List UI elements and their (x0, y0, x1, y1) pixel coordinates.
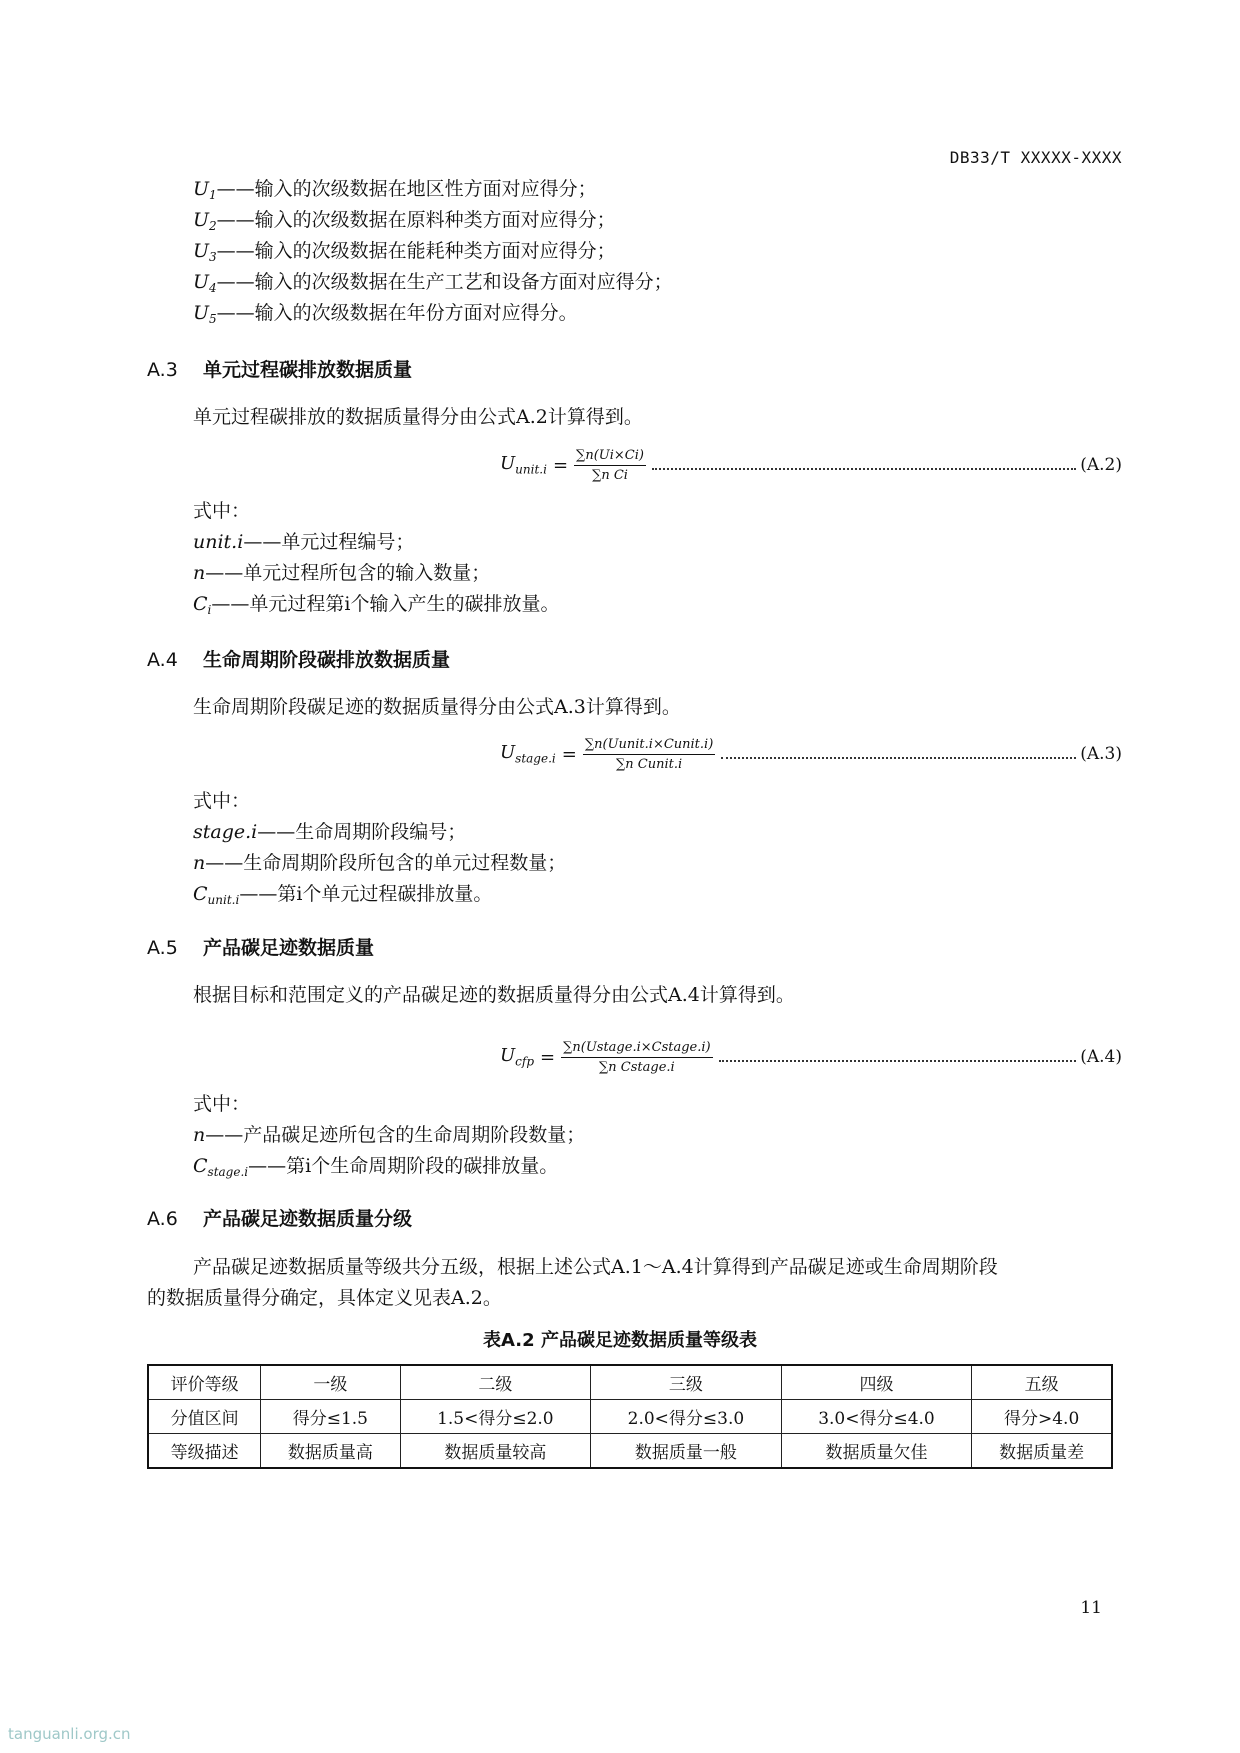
table-cell: 1.5<得分≤2.0 (400, 1400, 591, 1434)
table-row (148, 1400, 1112, 1434)
table-cell: 五级 (972, 1365, 1112, 1400)
u5-definition: $U_5——$输入的次级数据在年份方面对应得分。 (193, 302, 578, 326)
def-c-stage-i: $C_{stage.i}——$第i个生命周期阶段的碳排放量。 (193, 1155, 559, 1179)
standard-code: DB33/T XXXXX-XXXX (949, 148, 1122, 167)
table-cell: 数据质量较高 (400, 1434, 591, 1469)
table-cell: 数据质量一般 (591, 1434, 782, 1469)
table-cell: 等级描述 (148, 1434, 261, 1469)
section-a5-heading: A.5 产品碳足迹数据质量 (147, 937, 375, 959)
site-watermark: tanguanli.org.cn (8, 1725, 131, 1743)
table-cell: 数据质量高 (261, 1434, 400, 1469)
formula-a2-denominator: ∑n Ci (592, 467, 628, 483)
table-cell: 数据质量欠佳 (781, 1434, 972, 1469)
def-stage-i: stage.i——生命周期阶段编号； (193, 821, 467, 843)
table-cell: 一级 (261, 1365, 400, 1400)
formula-a2-numerator: ∑n(Ui×Ci) (574, 448, 646, 466)
def-ci: $C_i——$单元过程第i个输入产生的碳排放量。 (193, 593, 560, 617)
def-c-unit-i: $C_{unit.i}——$第i个单元过程碳排放量。 (193, 883, 493, 907)
section-a3-heading: A.3 单元过程碳排放数据质量 (147, 359, 413, 381)
section-a4-where: 式中： (193, 790, 251, 812)
table-row (148, 1365, 1112, 1400)
formula-a3: $U_{stage.i}$ = $\frac{\text{∑n(Uunit.i×Cunit.i)}}{\text{∑n Cunit.i}}$ (A.3) (500, 736, 1122, 772)
def-unit-i: unit.i——单元过程编号； (193, 531, 415, 553)
formula-a4-numerator: ∑n(Ustage.i×Cstage.i) (561, 1040, 713, 1058)
section-a6-paragraph-line2: 的数据质量得分确定，具体定义见表A.2。 (147, 1287, 502, 1309)
def-n-units: n——生命周期阶段所包含的单元过程数量； (193, 852, 567, 874)
formula-a3-denominator: ∑n Cunit.i (615, 756, 683, 772)
table-cell: 二级 (400, 1365, 591, 1400)
section-a5-intro: 根据目标和范围定义的产品碳足迹的数据质量得分由公式A.4计算得到。 (193, 984, 795, 1006)
formula-a4-label: (A.4) (1080, 1047, 1122, 1067)
section-a6-paragraph-line1: 产品碳足迹数据质量等级共分五级，根据上述公式A.1～A.4计算得到产品碳足迹或生命周期阶段 (193, 1256, 998, 1278)
formula-a2: $U_{unit.i}$ = $\frac{\sum n(Ui\times Ci)}{\text{∑n Ci}}$ (A.2) (500, 447, 1122, 483)
formula-a3-numerator: ∑n(Uunit.i×Cunit.i) (583, 737, 715, 755)
section-a5-where: 式中： (193, 1093, 251, 1115)
section-a6-heading: A.6 产品碳足迹数据质量分级 (147, 1208, 413, 1230)
formula-a4: $U_{cfp}$ = $\frac{\text{∑n(Ustage.i×Cstage.i)}}{\text{∑n Cstage.i}}$ (A.4) (500, 1039, 1122, 1075)
section-a4-heading: A.4 生命周期阶段碳排放数据质量 (147, 649, 451, 671)
table-cell: 得分≤1.5 (261, 1400, 400, 1434)
section-a3-where: 式中： (193, 500, 251, 522)
formula-a3-label: (A.3) (1080, 744, 1122, 764)
def-n-stages: n——产品碳足迹所包含的生命周期阶段数量； (193, 1124, 586, 1146)
table-cell: 分值区间 (148, 1400, 261, 1434)
u4-definition: $U_4——$输入的次级数据在生产工艺和设备方面对应得分； (193, 271, 673, 295)
table-cell: 3.0<得分≤4.0 (781, 1400, 972, 1434)
table-cell: 数据质量差 (972, 1434, 1112, 1469)
u1-definition: $U_1——$输入的次级数据在地区性方面对应得分； (193, 178, 597, 202)
page-number: 11 (1080, 1598, 1102, 1618)
formula-a2-label: (A.2) (1080, 455, 1122, 475)
data-quality-grade-table (147, 1364, 1113, 1469)
def-n-inputs: n——单元过程所包含的输入数量； (193, 562, 491, 584)
section-a4-intro: 生命周期阶段碳足迹的数据质量得分由公式A.3计算得到。 (193, 696, 681, 718)
table-cell: 2.0<得分≤3.0 (591, 1400, 782, 1434)
table-caption: 表A.2 产品碳足迹数据质量等级表 (483, 1330, 757, 1351)
table-row (148, 1434, 1112, 1469)
section-a3-intro: 单元过程碳排放的数据质量得分由公式A.2计算得到。 (193, 406, 643, 428)
u3-definition: $U_3——$输入的次级数据在能耗种类方面对应得分； (193, 240, 616, 264)
table-cell: 评价等级 (148, 1365, 261, 1400)
table-cell: 四级 (781, 1365, 972, 1400)
formula-a4-denominator: ∑n Cstage.i (599, 1059, 675, 1075)
u2-definition: $U_2——$输入的次级数据在原料种类方面对应得分； (193, 209, 616, 233)
table-cell: 三级 (591, 1365, 782, 1400)
table-cell: 得分>4.0 (972, 1400, 1112, 1434)
